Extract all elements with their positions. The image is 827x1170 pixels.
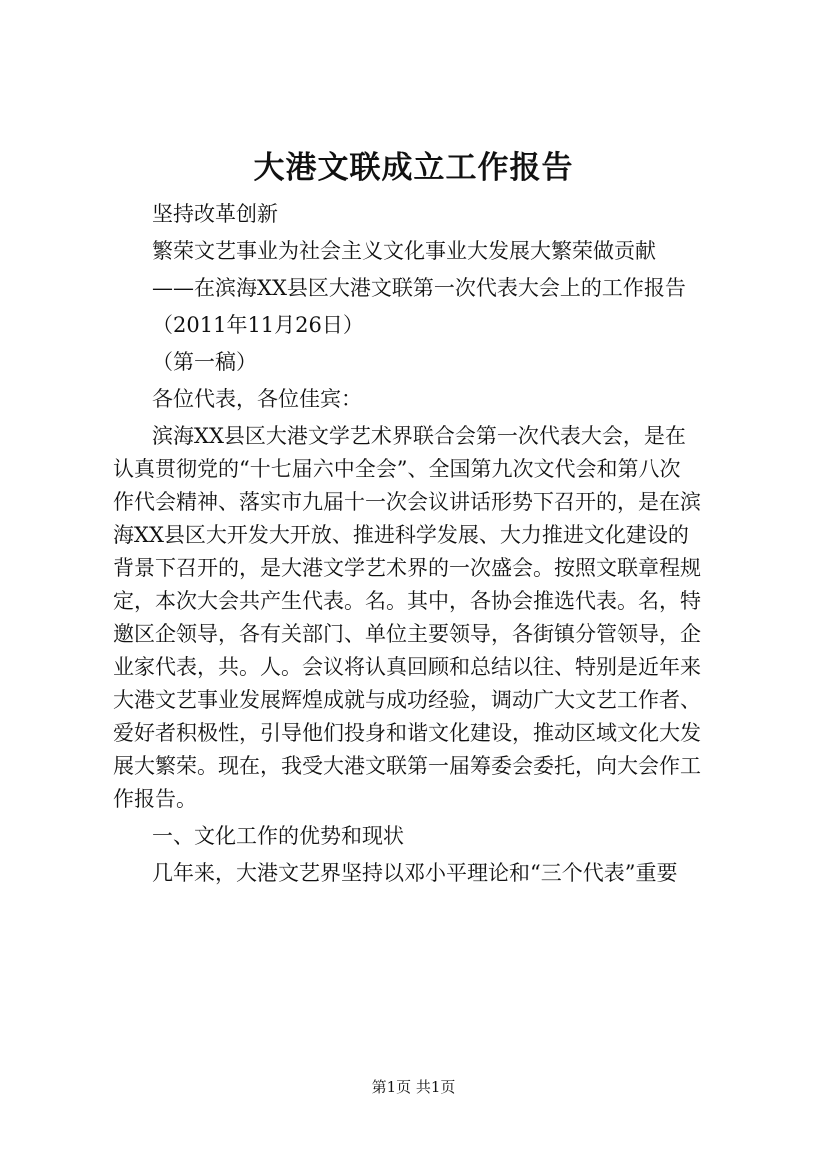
page-footer: 第1页 共1页 <box>371 1078 456 1096</box>
salutation: 各位代表，各位佳宾： <box>152 387 362 411</box>
paragraph-line: 展大繁荣。现在，我受大港文联第一届筹委会委托，向大会作工 <box>113 754 701 778</box>
paragraph-line: 海XX县区大开发大开放、推进科学发展、大力推进文化建设的 <box>113 523 689 547</box>
paragraph-line: 大港文艺事业发展辉煌成就与成功经验，调动广大文艺工作者、 <box>113 688 701 712</box>
draft-note: （第一稿） <box>152 350 257 374</box>
subtitle-line: 坚持改革创新 <box>152 202 278 226</box>
paragraph-line: 爱好者积极性，引导他们投身和谐文化建设，推动区域文化大发 <box>113 721 701 745</box>
paragraph-line: 定，本次大会共产生代表。名。其中，各协会推选代表。名，特 <box>113 589 701 613</box>
subtitle-line: ——在滨海XX县区大港文联第一次代表大会上的工作报告 <box>152 276 686 300</box>
subtitle-line: 繁荣文艺事业为社会主义文化事业大发展大繁荣做贡献 <box>152 239 656 263</box>
document-title: 大港文联成立工作报告 <box>253 150 574 186</box>
paragraph-line: 背景下召开的，是大港文学艺术界的一次盛会。按照文联章程规 <box>113 556 701 580</box>
section-heading: 一、文化工作的优势和现状 <box>152 824 404 848</box>
paragraph-line: 作报告。 <box>113 787 197 811</box>
document-body <box>113 198 723 890</box>
date-line: （2011年11月26日） <box>152 313 364 337</box>
paragraph-line: 滨海XX县区大港文学艺术界联合会第一次代表大会，是在 <box>152 424 686 448</box>
paragraph-line: 几年来，大港文艺界坚持以邓小平理论和“三个代表”重要 <box>152 861 678 885</box>
paragraph-line: 邀区企领导，各有关部门、单位主要领导，各街镇分管领导，企 <box>113 622 701 646</box>
paragraph-line: 认真贯彻党的“十七届六中全会”、全国第九次文代会和第八次 <box>113 457 681 481</box>
paragraph <box>113 420 723 816</box>
paragraph-line: 业家代表，共。人。会议将认真回顾和总结以往、特别是近年来 <box>113 655 701 679</box>
paragraph-line: 作代会精神、落实市九届十一次会议讲话形势下召开的，是在滨 <box>113 490 701 514</box>
